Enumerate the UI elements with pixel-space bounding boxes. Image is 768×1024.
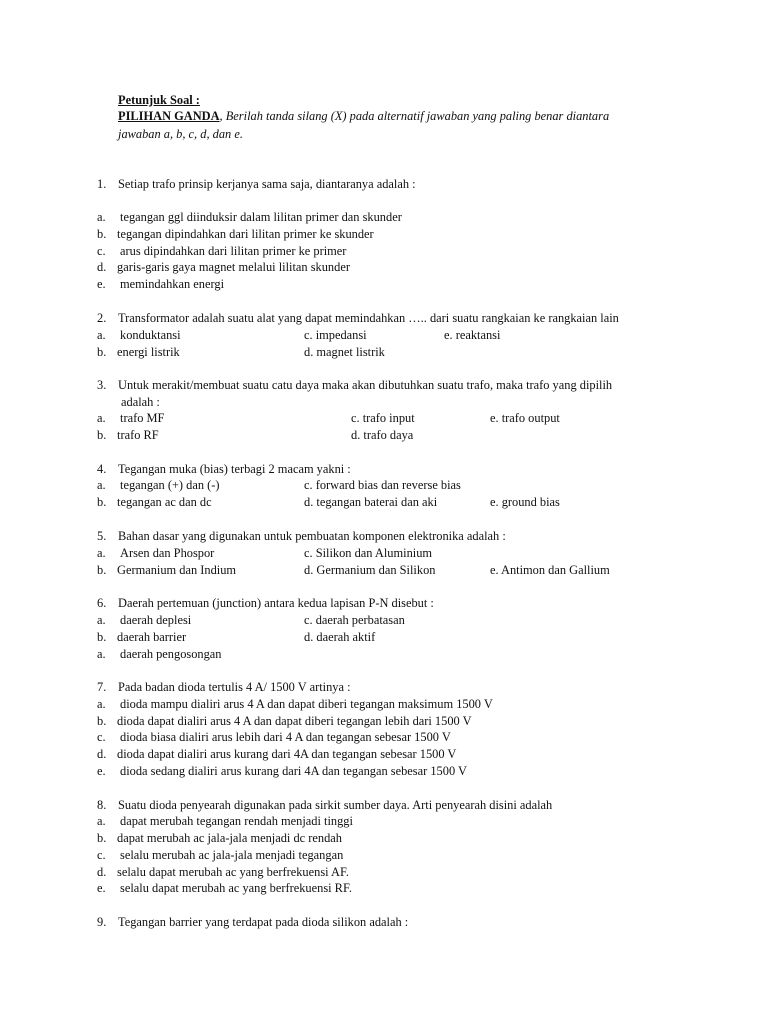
option-text: Germanium dan Indium (117, 563, 237, 577)
option-text: c. impedansi (304, 328, 367, 342)
option-text: dioda mampu dialiri arus 4 A dan dapat diberi tegangan maksimum 1500 V (120, 697, 493, 711)
option-text: dioda biasa dialiri arus lebih dari 4 A dan tegangan sebesar 1500 V (120, 730, 451, 744)
option-text: selalu merubah ac jala-jala menjadi tegangan (120, 848, 344, 862)
option-text: selalu dapat merubah ac yang berfrekuensi AF. (117, 865, 349, 879)
option-text: tegangan (+) dan (-) (120, 478, 220, 492)
option-letter: a. (97, 478, 106, 492)
option-text: selalu dapat merubah ac yang berfrekuensi RF. (120, 881, 352, 895)
option-text: e. trafo output (490, 411, 560, 425)
option-letter: e. (97, 277, 106, 291)
option-text: d. tegangan baterai dan aki (304, 495, 438, 509)
option-letter: d. (97, 865, 107, 879)
option-text: dioda dapat dialiri arus 4 A dan dapat diberi tegangan lebih dari 1500 V (117, 714, 472, 728)
option-text: Arsen dan Phospor (120, 546, 215, 560)
option-text: energi listrik (117, 345, 180, 359)
option-text: e. ground bias (490, 495, 560, 509)
option-text: e. Antimon dan Gallium (490, 563, 610, 577)
option-letter: d. (97, 260, 107, 274)
option-letter: b. (97, 563, 107, 577)
question-number: 8. (97, 798, 107, 812)
instructions-text-line1: , Berilah tanda silang (X) pada alternatif jawaban yang paling benar diantara (219, 109, 610, 123)
option-letter: a. (97, 647, 106, 661)
question-text-continued: adalah : (121, 395, 160, 409)
question-text: Bahan dasar yang digunakan untuk pembuatan komponen elektronika adalah : (118, 529, 506, 543)
option-text: daerah pengosongan (120, 647, 222, 661)
option-letter: c. (97, 848, 106, 862)
option-letter: a. (97, 613, 106, 627)
option-text: d. trafo daya (351, 428, 414, 442)
question-text: Untuk merakit/membuat suatu catu daya maka akan dibutuhkan suatu trafo, maka trafo yang dipilih (118, 378, 613, 392)
option-letter: b. (97, 495, 107, 509)
question-text: Tegangan muka (bias) terbagi 2 macam yakni : (118, 462, 351, 476)
option-text: tegangan ac dan dc (117, 495, 212, 509)
question-number: 2. (97, 311, 107, 325)
option-text: arus dipindahkan dari lilitan primer ke primer (120, 244, 347, 258)
option-text: dioda dapat dialiri arus kurang dari 4A dan tegangan sebesar 1500 V (117, 747, 457, 761)
question-number: 4. (97, 462, 107, 476)
option-letter: b. (97, 714, 107, 728)
option-text: tegangan ggl diinduksir dalam lilitan primer dan skunder (120, 210, 402, 224)
question-text: Setiap trafo prinsip kerjanya sama saja, diantaranya adalah : (118, 177, 416, 191)
instructions-text-line2: jawaban a, b, c, d, dan e. (118, 126, 243, 141)
instructions-label: PILIHAN GANDA (118, 109, 220, 123)
option-text: dapat merubah tegangan rendah menjadi tinggi (120, 814, 353, 828)
option-text: konduktansi (120, 328, 181, 342)
option-letter: a. (97, 411, 106, 425)
option-text: d. magnet listrik (304, 345, 385, 359)
option-text: daerah deplesi (120, 613, 192, 627)
option-text: daerah barrier (117, 630, 187, 644)
question-number: 1. (97, 177, 107, 191)
instructions-body (118, 108, 648, 143)
question-text: Transformator adalah suatu alat yang dapat memindahkan ….. dari suatu rangkaian ke rangkaian lain (118, 311, 619, 325)
option-letter: a. (97, 697, 106, 711)
option-letter: e. (97, 881, 106, 895)
option-text: trafo MF (120, 411, 165, 425)
option-text: e. reaktansi (444, 328, 501, 342)
question-text: Pada badan dioda tertulis 4 A/ 1500 V artinya : (118, 680, 351, 694)
option-letter: e. (97, 764, 106, 778)
option-letter: d. (97, 747, 107, 761)
option-letter: b. (97, 345, 107, 359)
option-text: c. trafo input (351, 411, 415, 425)
option-text: c. forward bias dan reverse bias (304, 478, 461, 492)
question-text: Suatu dioda penyearah digunakan pada sirkit sumber daya. Arti penyearah disini adalah (118, 798, 553, 812)
option-text: memindahkan energi (120, 277, 225, 291)
question-number: 5. (97, 529, 107, 543)
question-number: 7. (97, 680, 107, 694)
question-number: 9. (97, 915, 107, 929)
option-text: tegangan dipindahkan dari lilitan primer ke skunder (117, 227, 374, 241)
option-letter: a. (97, 546, 106, 560)
option-text: dioda sedang dialiri arus kurang dari 4A dan tegangan sebesar 1500 V (120, 764, 467, 778)
option-text: d. daerah aktif (304, 630, 376, 644)
question-number: 6. (97, 596, 107, 610)
question-text: Daerah pertemuan (junction) antara kedua lapisan P-N disebut : (118, 596, 434, 610)
option-text: c. daerah perbatasan (304, 613, 405, 627)
option-text: d. Germanium dan Silikon (304, 563, 436, 577)
option-letter: a. (97, 328, 106, 342)
option-letter: b. (97, 831, 107, 845)
option-text: c. Silikon dan Aluminium (304, 546, 433, 560)
option-text: trafo RF (117, 428, 159, 442)
instructions-title: Petunjuk Soal : (118, 93, 200, 107)
option-letter: b. (97, 227, 107, 241)
option-text: dapat merubah ac jala-jala menjadi dc rendah (117, 831, 342, 845)
option-letter: b. (97, 428, 107, 442)
option-letter: b. (97, 630, 107, 644)
option-letter: a. (97, 210, 106, 224)
question-number: 3. (97, 378, 107, 392)
question-text: Tegangan barrier yang terdapat pada dioda silikon adalah : (118, 915, 409, 929)
option-letter: c. (97, 730, 106, 744)
option-letter: c. (97, 244, 106, 258)
option-letter: a. (97, 814, 106, 828)
option-text: garis-garis gaya magnet melalui lilitan skunder (117, 260, 350, 274)
